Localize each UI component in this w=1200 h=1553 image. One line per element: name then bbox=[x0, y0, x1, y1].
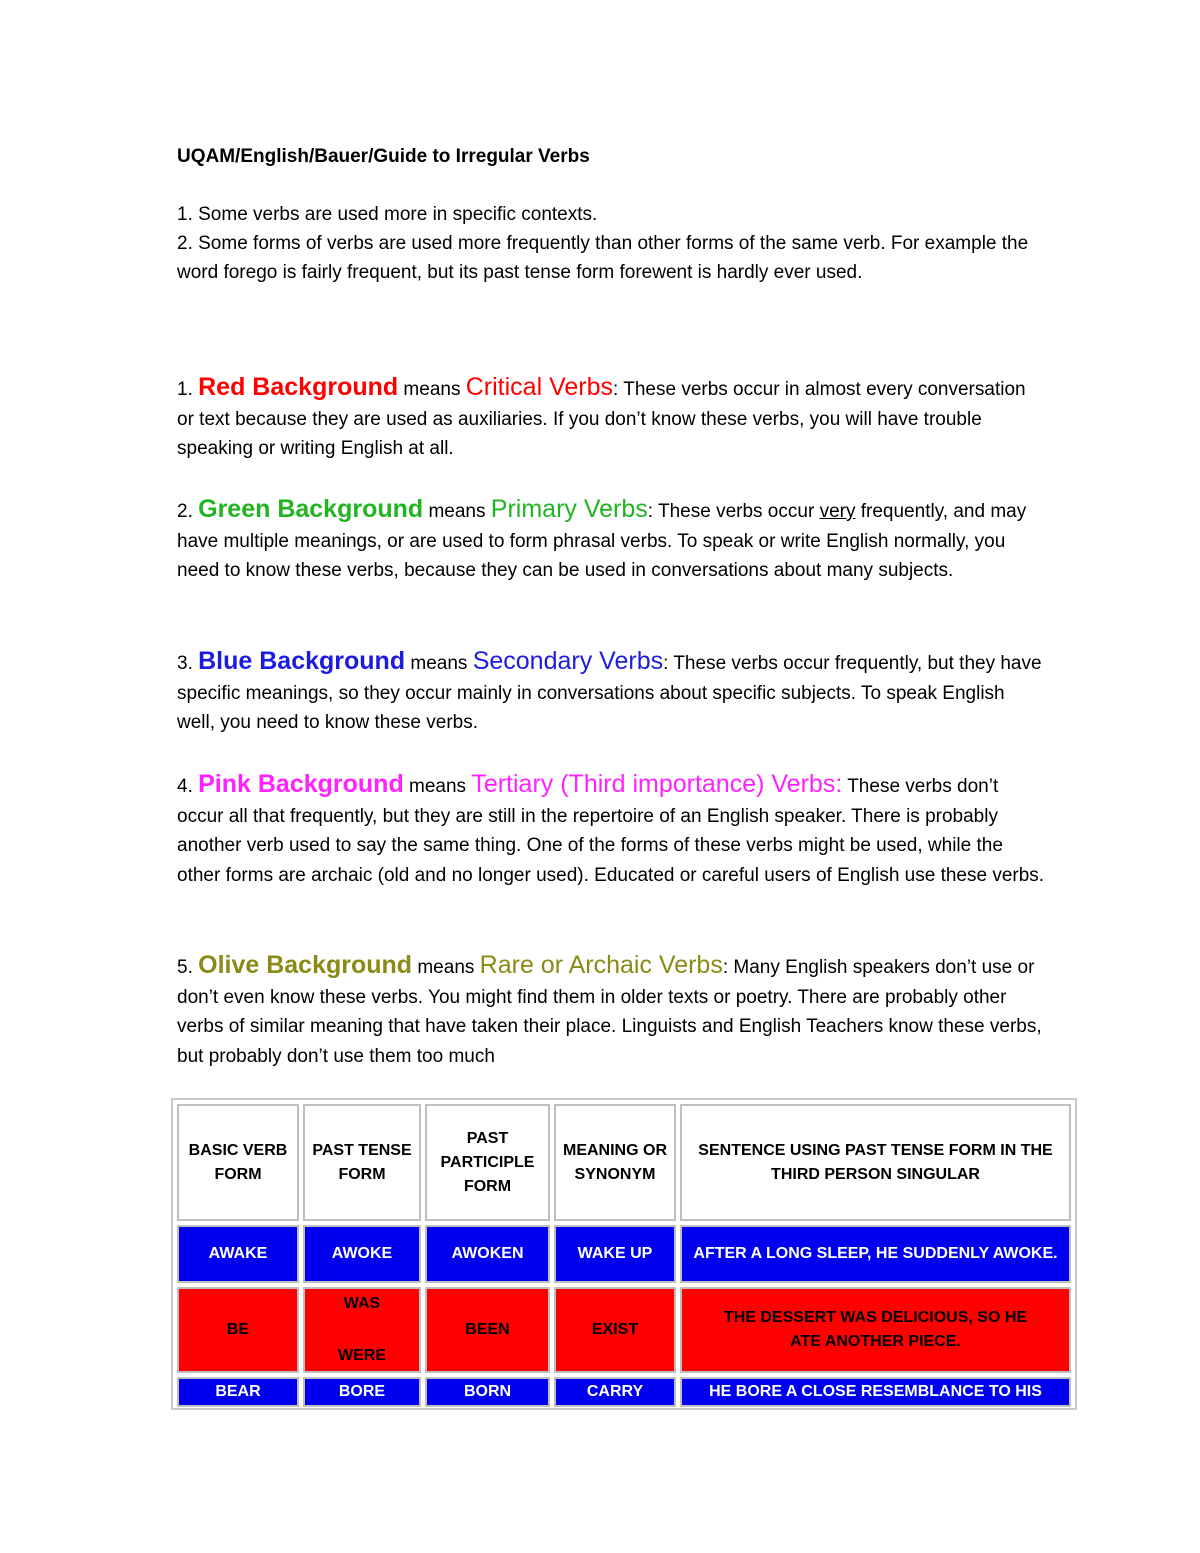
header-past-participle-form: PAST PARTICIPLE FORM bbox=[425, 1104, 550, 1221]
cell-sentence: HE BORE A CLOSE RESEMBLANCE TO HIS bbox=[680, 1377, 1071, 1407]
legend-number: 3. bbox=[177, 653, 199, 674]
header-basic-verb-form: BASIC VERB FORM bbox=[177, 1104, 299, 1221]
legend-category-rare: Rare or Archaic Verbs bbox=[479, 951, 723, 979]
legend-colon: : bbox=[647, 501, 658, 522]
verb-table-grid bbox=[173, 1100, 1075, 1411]
legend-key-green: Green Background bbox=[198, 495, 424, 523]
legend-category-secondary: Secondary Verbs bbox=[472, 647, 664, 675]
cell-basic-form: BEAR bbox=[177, 1377, 299, 1407]
legend-colon: : bbox=[613, 379, 624, 400]
legend-red bbox=[177, 373, 1047, 464]
table-row bbox=[177, 1225, 1071, 1283]
legend-colon: : bbox=[663, 653, 674, 674]
emphasis-very: very bbox=[819, 501, 856, 522]
intro-note-2: 2. Some forms of verbs are used more frequently than other forms of the same verb. For example the word forego is fairly frequent, but its past tense form forewent is hardly ever used. bbox=[177, 233, 1029, 283]
legend-category-tertiary: Tertiary (Third importance) Verbs: bbox=[471, 770, 843, 798]
legend-description: These verbs occur bbox=[657, 501, 820, 522]
legend-key-red: Red Background bbox=[198, 373, 399, 401]
cell-past-tense: BORE bbox=[303, 1377, 421, 1407]
legend-green bbox=[177, 495, 1047, 586]
cell-sentence: AFTER A LONG SLEEP, HE SUDDENLY AWOKE. bbox=[680, 1225, 1071, 1283]
legend-blue bbox=[177, 647, 1047, 738]
table-row bbox=[177, 1287, 1071, 1373]
past-form-were: WERE bbox=[338, 1347, 386, 1364]
cell-meaning: EXIST bbox=[554, 1287, 676, 1373]
past-form-was: WAS bbox=[343, 1295, 381, 1312]
verb-table bbox=[171, 1098, 1077, 1410]
legend-colon: : bbox=[722, 957, 734, 978]
legend-means: means bbox=[398, 379, 466, 400]
legend-key-pink: Pink Background bbox=[198, 770, 404, 798]
header-past-tense-form: PAST TENSE FORM bbox=[303, 1104, 421, 1221]
cell-meaning: WAKE UP bbox=[554, 1225, 676, 1283]
intro-notes bbox=[177, 200, 1047, 287]
cell-sentence: THE DESSERT WAS DELICIOUS, SO HE ATE ANOTHER PIECE. bbox=[680, 1287, 1071, 1373]
legend-number: 5. bbox=[177, 957, 199, 978]
cell-past-participle: BORN bbox=[425, 1377, 550, 1407]
legend-number: 4. bbox=[177, 776, 199, 797]
legend-pink bbox=[177, 770, 1047, 890]
legend-means: means bbox=[405, 653, 473, 674]
table-row bbox=[177, 1377, 1071, 1407]
document-title: UQAM/English/Bauer/Guide to Irregular Verbs bbox=[177, 146, 590, 167]
cell-meaning: CARRY bbox=[554, 1377, 676, 1407]
legend-number: 2. bbox=[177, 501, 199, 522]
legend-description: These verbs occur frequently, but they have specific meanings, so they occur mainly in conversations about specific subjects. To speak English well, you need to know these verbs. bbox=[177, 653, 1042, 733]
cell-past-participle: AWOKEN bbox=[425, 1225, 550, 1283]
cell-past-tense: AWOKE bbox=[303, 1225, 421, 1283]
legend-category-primary: Primary Verbs bbox=[490, 495, 648, 523]
table-header-row bbox=[177, 1104, 1071, 1221]
legend-means: means bbox=[412, 957, 480, 978]
legend-means: means bbox=[423, 501, 491, 522]
legend-description: Many English speakers don’t use or don’t even know these verbs. You might find them in older texts or poetry. There are probably other verbs of similar meaning that have taken their place. Linguists and English Teachers know these verbs, but probably don’t use them too much bbox=[177, 957, 1042, 1067]
legend-number: 1. bbox=[177, 379, 199, 400]
legend-olive bbox=[177, 951, 1047, 1071]
legend-key-blue: Blue Background bbox=[198, 647, 406, 675]
legend-category-critical: Critical Verbs bbox=[465, 373, 614, 401]
cell-basic-form: AWAKE bbox=[177, 1225, 299, 1283]
cell-past-participle: BEEN bbox=[425, 1287, 550, 1373]
header-meaning-or-synonym: MEANING OR SYNONYM bbox=[554, 1104, 676, 1221]
legend-description-cont: frequently, and may have multiple meanings, or are used to form phrasal verbs. To speak or write English normally, you need to know these verbs, because they can be used in conversations about many subjects. bbox=[177, 501, 1027, 581]
legend-key-olive: Olive Background bbox=[198, 951, 413, 979]
intro-note-1: 1. Some verbs are used more in specific contexts. bbox=[177, 204, 598, 225]
legend-means: means bbox=[403, 776, 472, 797]
legend-description: These verbs don’t occur all that frequently, but they are still in the repertoire of an English speaker. There is probably another verb used to say the same thing. One of the forms of these verbs might be used, while the other forms are archaic (old and no longer used). Educated or careful users of English use these verbs. bbox=[177, 776, 1045, 886]
header-example-sentence: SENTENCE USING PAST TENSE FORM IN THE THIRD PERSON SINGULAR bbox=[680, 1104, 1071, 1221]
legend-description: These verbs occur in almost every conversation or text because they are used as auxiliaries. If you don’t know these verbs, you will have trouble speaking or writing English at all. bbox=[177, 379, 1026, 459]
cell-basic-form: BE bbox=[177, 1287, 299, 1373]
cell-past-tense bbox=[303, 1287, 421, 1373]
